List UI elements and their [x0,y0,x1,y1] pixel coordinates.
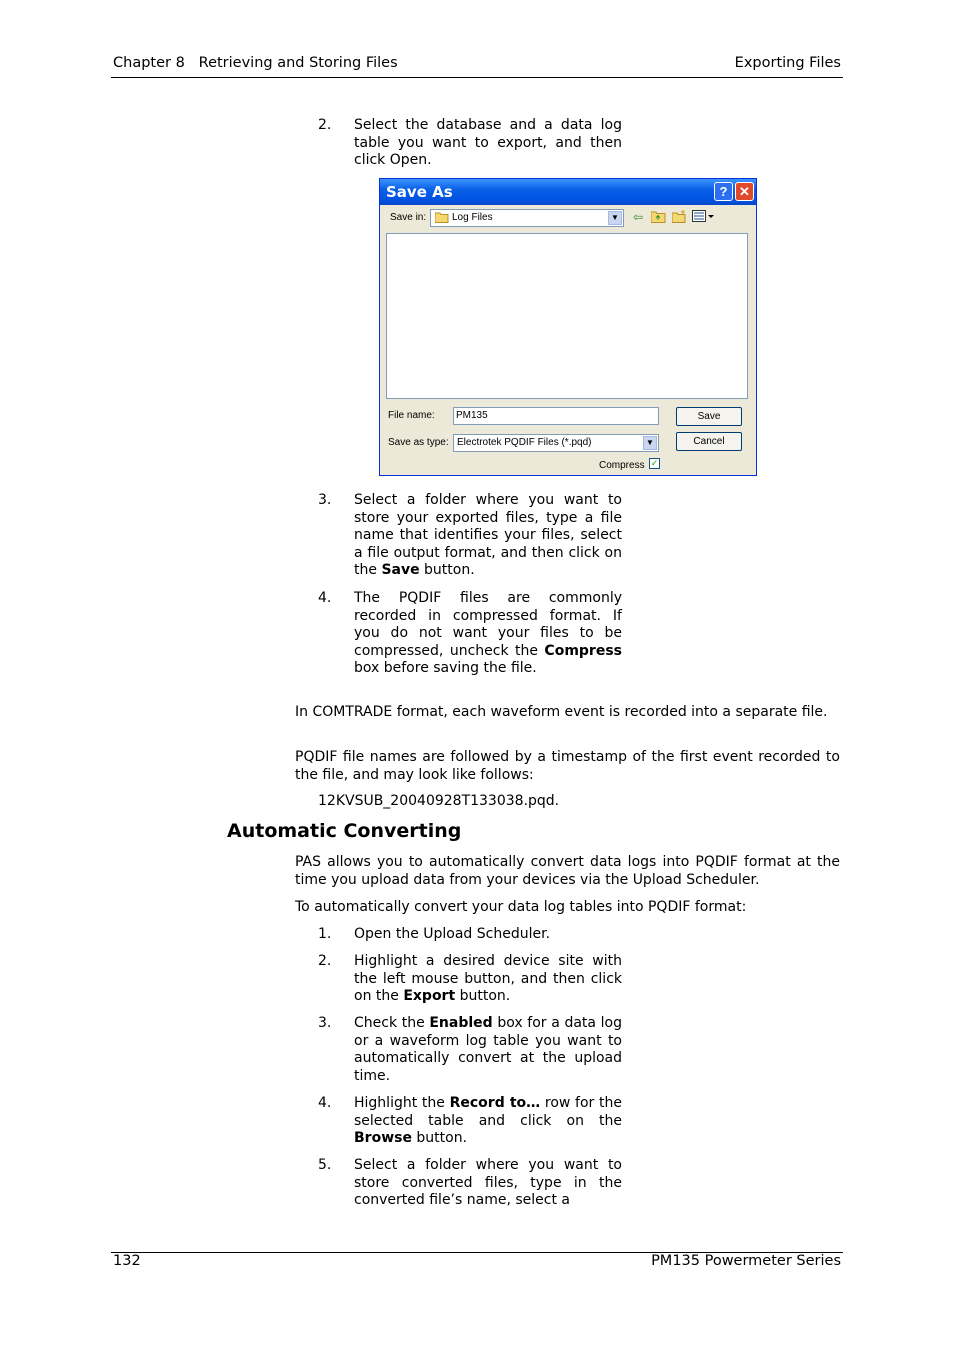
step-text [354,1015,622,1085]
running-header-chapter [113,55,398,71]
text-run: Highlight a desired device site with the left mouse button, and then click on the [354,953,622,1005]
close-icon: ✕ [739,184,750,199]
text-run: button. [419,562,475,579]
bold-term: Export [403,988,456,1005]
file-name-value: PM135 [456,410,488,421]
product-name: PM135 Powermeter Series [651,1253,841,1269]
step-text: Select a folder where you want to store converted files, type in the converted file’s name, select a [354,1157,622,1209]
cancel-button[interactable]: Cancel [676,432,742,451]
step-text [354,953,622,1006]
save-as-type-dropdown[interactable] [453,434,659,452]
chapter-number: Chapter 8 [113,55,185,71]
text-run: box before saving the file. [354,660,537,677]
text-run: button. [455,988,511,1005]
auto-intro-paragraph: PAS allows you to automatically convert data logs into PQDIF format at the time you upload data from your devices via the Upload Scheduler. [295,854,840,888]
step-number: 1. [318,926,332,942]
help-button[interactable] [714,182,733,201]
text-run: The PQDIF files are commonly recorded in compressed format. If you do not want your files to be compressed, uncheck the [354,590,622,659]
bold-term: Record to… [449,1095,541,1111]
step-number: 2. [318,117,332,133]
bold-term: Browse [354,1130,412,1147]
chevron-down-icon[interactable]: ▼ [608,211,622,225]
step-number: 2. [318,953,332,969]
step-number: 3. [318,1015,332,1031]
auto-lead-paragraph: To automatically convert your data log tables into PQDIF format: [295,899,747,915]
chevron-down-icon[interactable]: ▼ [643,436,657,450]
chapter-title: Retrieving and Storing Files [198,55,398,71]
save-as-dialog [379,178,757,476]
pqdif-names-paragraph: PQDIF file names are followed by a timestamp of the first event recorded to the file, and may look like follows: [295,749,840,783]
running-header-section: Exporting Files [734,55,841,71]
file-name-input[interactable] [453,407,659,425]
check-icon: ✓ [650,458,659,468]
text-run: Select a folder where you want to store your exported files, type a file name that identifies your files, select a file output format, and then click on the [354,492,622,579]
text-run: Check the [354,1015,430,1031]
save-in-dropdown[interactable] [430,209,624,227]
folder-icon [435,212,449,226]
save-in-label: Save in: [390,212,427,223]
save-in-value: Log Files [452,212,493,223]
file-name-label: File name: [388,410,435,421]
page-number: 132 [113,1253,141,1269]
help-icon: ? [719,184,728,199]
dialog-title: Save As [386,183,453,201]
step-text [354,590,622,678]
text-run: box for a data log or a waveform log table you want to automatically convert at the upload time. [354,1015,622,1084]
step-number: 4. [318,590,332,606]
step-text [354,1095,622,1148]
back-arrow-icon[interactable]: ⇦ [632,210,644,224]
step-number: 3. [318,492,332,508]
header-rule [111,77,843,78]
step-number: 4. [318,1095,332,1111]
section-heading: Automatic Converting [227,820,462,842]
compress-checkbox[interactable] [649,458,660,469]
bold-term: Save [381,562,420,579]
step-text [354,492,622,580]
bold-term: Compress [544,642,622,659]
up-folder-icon[interactable] [650,210,666,224]
step-number: 5. [318,1157,332,1173]
view-menu-icon[interactable] [691,210,715,224]
text-run: row for the selected table and click on the [354,1095,622,1129]
close-button[interactable] [735,182,754,201]
step-text: Select the database and a data log table you want to export, and then click Open. [354,117,622,169]
save-as-type-label: Save as type: [388,437,449,448]
compress-label: Compress [599,460,645,471]
example-filename: 12KVSUB_20040928T133038.pqd. [318,793,560,809]
save-button[interactable]: Save [676,407,742,426]
bold-term: Enabled [429,1015,493,1031]
text-run: button. [411,1130,468,1147]
step-text: Open the Upload Scheduler. [354,926,551,942]
new-folder-icon[interactable] [671,210,687,224]
dialog-title-bar[interactable] [380,179,756,205]
text-run: Highlight the [354,1095,450,1111]
comtrade-paragraph: In COMTRADE format, each waveform event is recorded into a separate file. [295,704,828,720]
save-as-type-value: Electrotek PQDIF Files (*.pqd) [457,437,592,448]
file-list[interactable] [386,233,748,399]
